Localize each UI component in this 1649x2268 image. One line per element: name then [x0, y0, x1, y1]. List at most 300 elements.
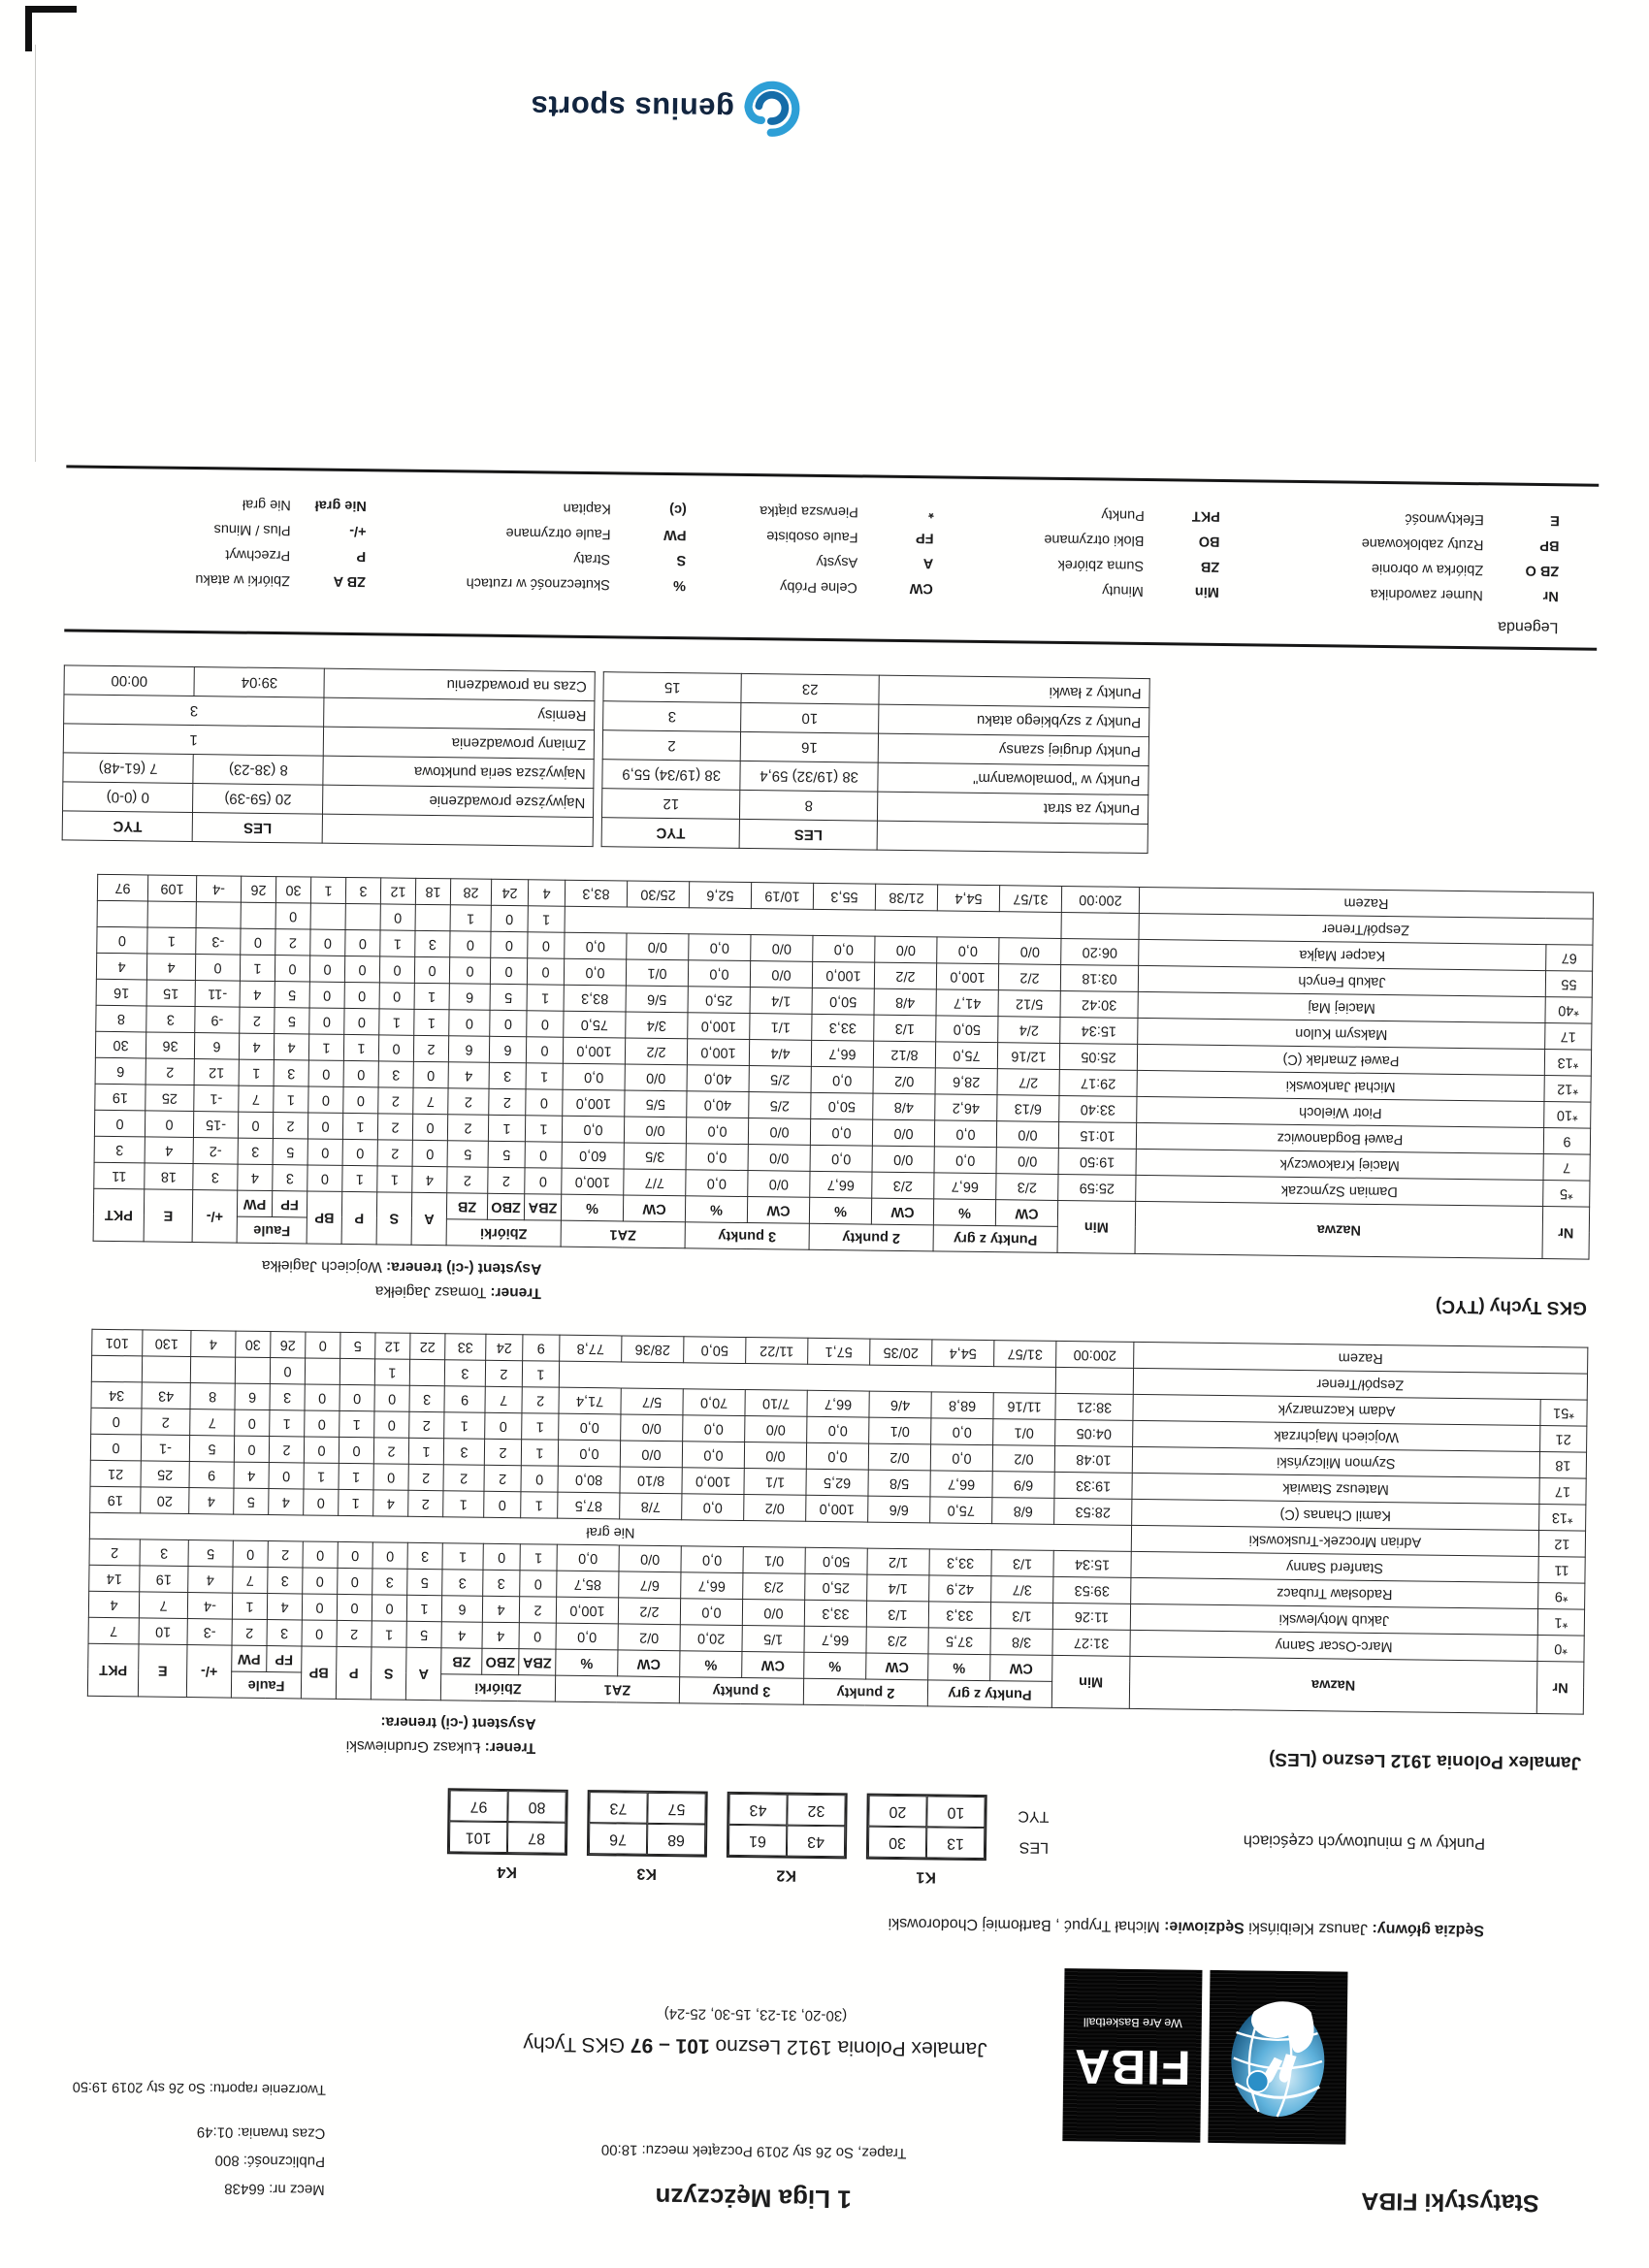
col-header-sub: % [809, 1197, 871, 1224]
stat-cell: 1 [270, 1410, 305, 1437]
stat-cell: 0 [343, 1060, 378, 1086]
legend-desc: Faule osobiste [766, 528, 858, 545]
stat-cell: 1/3 [990, 1603, 1052, 1630]
dnp-cell: Nie grał [89, 1512, 1131, 1551]
stat-cell: 75,0 [930, 1497, 992, 1524]
period-label: K1 [916, 1868, 936, 1886]
summary-tyc-cell: 00:00 [64, 665, 195, 697]
stat-cell: 2 [522, 1387, 559, 1413]
stat-cell: 2 [373, 1438, 408, 1464]
col-header-tail: E [144, 1189, 193, 1243]
stat-cell: 3/7 [991, 1576, 1053, 1604]
col-header-single: P [336, 1646, 372, 1699]
legend-item [366, 543, 686, 572]
player-name-cell: Szymon Milczyński [1132, 1446, 1539, 1477]
stat-cell: 85,7 [557, 1571, 619, 1598]
period-score-tyc: 20 [868, 1796, 926, 1828]
legend-column [933, 500, 1220, 604]
legend-desc: Skuteczność w rzutach [466, 574, 611, 593]
assistant-line: Asystent (-ci) trenera: Wojciech Jagiełka [261, 1256, 542, 1278]
stat-cell: 100,0 [936, 963, 998, 990]
summary-tyc-cell: 3 [603, 701, 741, 732]
totals-cell: 54,4 [937, 885, 999, 912]
col-header-sub: CW [747, 1197, 809, 1224]
stat-cell: 0 [307, 1113, 342, 1139]
player-name-cell: Paweł Bogdanowicz [1136, 1122, 1543, 1153]
totals-cell: 12 [380, 878, 415, 904]
player-number-cell: *1 [1537, 1609, 1584, 1636]
stat-cell: 2 [378, 1087, 413, 1114]
totals-cell: 18 [415, 878, 450, 904]
stat-cell: 21 [90, 1460, 141, 1487]
totals-cell: 22 [410, 1333, 445, 1359]
period-score-les: 13 [926, 1827, 985, 1859]
stat-cell: 2 [485, 1360, 522, 1386]
stat-cell: 0 [238, 1112, 273, 1138]
legend-column [1219, 503, 1560, 608]
stat-cell: 0 [338, 1541, 372, 1568]
stat-cell: 0/2 [873, 1067, 935, 1094]
col-header-sub: CW [871, 1198, 933, 1225]
col-header-min: Min [1051, 1655, 1130, 1708]
col-header-single: S [371, 1647, 406, 1700]
stat-cell: 0/0 [999, 938, 1061, 965]
stat-cell: 100,0 [806, 1495, 868, 1522]
stat-cell: 0 [234, 1436, 269, 1462]
totals-cell: 52,6 [689, 882, 751, 909]
stat-cell: 0,0 [686, 1144, 748, 1171]
period-score-tyc: 32 [787, 1795, 845, 1827]
stat-cell: 0,0 [686, 1170, 748, 1197]
stat-cell: -15 [193, 1112, 238, 1139]
stat-cell: 0/0 [872, 1146, 934, 1173]
stat-cell: 3 [238, 1138, 273, 1164]
stat-cell [1055, 1367, 1133, 1394]
period-grid [866, 1794, 987, 1862]
legend-abbr: (c) [669, 501, 687, 518]
team-stats-table [93, 874, 1595, 1260]
team-section [50, 1328, 1588, 1772]
totals-cell: 28 [450, 879, 491, 906]
player-name-cell: Maciej Maj [1138, 991, 1545, 1022]
stat-cell: 1 [304, 1463, 339, 1489]
stat-cell: 3 [193, 1164, 238, 1191]
team-sections [50, 873, 1594, 1772]
stat-cell: 100,0 [563, 1037, 625, 1064]
legend-abbr: BO [1198, 533, 1220, 549]
totals-cell: 55,3 [813, 883, 875, 910]
stat-cell: 0 [526, 1037, 563, 1063]
totals-cell: 0 [306, 1332, 340, 1358]
player-name-cell: Mateusz Stawiak [1132, 1473, 1539, 1504]
stat-cell: 3 [409, 1385, 444, 1411]
stat-cell: 0 [378, 1035, 413, 1061]
col-header-group: Punkty z gry [927, 1680, 1051, 1708]
legend-item [1219, 554, 1559, 583]
stat-cell: 1 [414, 983, 449, 1009]
totals-cell: 130 [143, 1330, 191, 1357]
legend-abbr: % [672, 577, 686, 594]
league-title: 1 Liga Mężczyzn [655, 2182, 852, 2215]
team-name: GKS Tychy (TYC) [1435, 1295, 1587, 1318]
stat-cell: 1/3 [874, 1015, 936, 1042]
stat-cell: 0 [449, 957, 490, 985]
stat-cell: 19 [90, 1486, 141, 1513]
stat-cell: 0/2 [618, 1624, 680, 1651]
stat-cell: 50,0 [805, 1547, 867, 1574]
stat-cell: 37,5 [928, 1628, 990, 1655]
stat-cell: 0 [527, 958, 564, 985]
stat-cell: 0 [307, 1165, 342, 1191]
stat-cell: 7/8 [620, 1493, 682, 1520]
legend-desc: Suma zbiórek [1057, 556, 1145, 573]
stat-cell: 25,0 [805, 1573, 867, 1601]
summary-label-cell: Punkty za strat [878, 792, 1148, 824]
stat-cell: 10:15 [1058, 1121, 1136, 1149]
totals-cell: 83,3 [565, 880, 627, 907]
team-stats-table [87, 1329, 1589, 1715]
stat-cell: 0 [309, 1008, 344, 1034]
legend-desc: Faule otrzymane [505, 524, 611, 542]
stat-cell: 0,0 [563, 1063, 625, 1090]
stat-cell: 04:05 [1055, 1419, 1133, 1446]
stat-cell: 34 [91, 1381, 142, 1409]
stat-cell: 0 [309, 982, 344, 1008]
player-number-cell: *13 [1539, 1505, 1586, 1532]
stat-cell: 1 [522, 1413, 559, 1440]
stat-cell: 5/8 [868, 1470, 930, 1497]
player-name-cell: Jakub Fenych [1138, 965, 1545, 996]
totals-label-cell: Razem [1139, 887, 1593, 919]
legend-column [366, 493, 687, 598]
stat-cell: 0 [526, 1089, 563, 1116]
player-name-cell: Maciej Krakowczyk [1136, 1149, 1543, 1180]
stat-cell: 0/0 [621, 1414, 683, 1442]
globe-hand-icon [1218, 1981, 1337, 2133]
player-number-cell: *13 [1544, 1050, 1591, 1077]
stat-cell: 1 [443, 1491, 484, 1518]
legend-item [1220, 503, 1560, 533]
genius-sports-text: genius sports [530, 89, 735, 126]
stat-cell: 0,0 [556, 1623, 618, 1650]
player-name-cell: Stanferd Sanny [1131, 1551, 1538, 1582]
officials-label: Sędziowie: [1164, 1918, 1245, 1936]
stat-cell: 0 [414, 956, 449, 983]
stat-cell: 1 [442, 1543, 483, 1571]
stat-cell: 7 [485, 1386, 522, 1412]
fiba-word: FIBA [1073, 2039, 1191, 2095]
stat-cell: 38:21 [1055, 1393, 1133, 1420]
col-header-single: A [405, 1647, 441, 1700]
legend-abbr: CW [909, 580, 933, 597]
stat-cell: 0,0 [689, 934, 751, 961]
period-score-les: 43 [787, 1826, 845, 1858]
stat-cell: 0/0 [996, 1121, 1058, 1149]
stat-cell: 0,0 [811, 1066, 873, 1093]
stat-cell: 4 [234, 1462, 269, 1488]
stat-cell: 0,0 [934, 1147, 996, 1174]
stat-cell: 40,0 [687, 1065, 749, 1092]
stat-cell: 10:48 [1054, 1445, 1132, 1473]
totals-cell: 109 [147, 875, 196, 902]
stat-cell: 1/3 [991, 1550, 1053, 1577]
totals-cell: 97 [97, 874, 147, 901]
legend-desc: Asysty [816, 553, 858, 570]
player-name-cell: Kamil Chanas (C) [1132, 1499, 1539, 1530]
legend-item [1219, 529, 1559, 558]
stat-cell: 2 [519, 1597, 556, 1623]
stat-cell: 1 [342, 1165, 377, 1191]
summary-les-cell: 8 (38-23) [193, 755, 324, 786]
totals-cell: 54,4 [932, 1340, 994, 1367]
stat-cell: 0 [483, 1543, 520, 1570]
stat-cell: 80,0 [558, 1466, 620, 1493]
totals-cell: 24 [486, 1334, 523, 1360]
stat-cell [409, 1359, 444, 1385]
stat-cell: 0 [485, 1412, 522, 1439]
col-header-sub: % [804, 1652, 866, 1679]
stat-cell: 75,0 [564, 1011, 626, 1038]
stat-cell: 2/2 [874, 962, 936, 989]
summary-les-cell: 38 (19/32) 59,4 [740, 761, 878, 792]
legend-item [933, 550, 1219, 579]
stat-cell: 0,0 [807, 1416, 869, 1443]
stat-cell: 8/10 [620, 1467, 682, 1494]
summary-les-cell: 23 [741, 673, 879, 704]
stat-cell: 2 [240, 1007, 275, 1033]
col-header-faule-sub: PW [232, 1645, 267, 1671]
player-name-cell: Maksym Kulon [1138, 1018, 1545, 1049]
summary-label-cell: Najwyższe prowadzenie [323, 785, 594, 817]
player-name-cell: Paweł Zmarlak (C) [1137, 1044, 1544, 1075]
legend-item [367, 493, 687, 522]
legend-desc: Celne Próby [779, 578, 857, 596]
stat-cell: 9 [444, 1386, 485, 1413]
stat-cell: -11 [195, 981, 240, 1008]
stat-cell: 0/2 [744, 1495, 806, 1522]
col-header-sub: % [556, 1649, 618, 1676]
stat-cell: 0/1 [626, 959, 688, 987]
stat-cell: 0 [303, 1568, 338, 1594]
period-box [866, 1794, 987, 1887]
stat-cell: 2 [448, 1088, 489, 1116]
stat-cell [305, 1358, 340, 1384]
stat-cell: 6/7 [619, 1571, 681, 1599]
stat-cell: 1 [528, 906, 565, 932]
stat-cell: 16 [96, 979, 146, 1006]
stat-cell: 0,0 [810, 1145, 872, 1172]
stat-cell: 0 [521, 1466, 558, 1492]
summary-les-cell: 39:04 [194, 667, 325, 698]
stat-cell: 2/2 [625, 1038, 687, 1065]
player-name-cell: Adam Kaczmarzyk [1133, 1394, 1540, 1425]
stat-cell: 2 [377, 1114, 412, 1140]
stat-cell: 1 [408, 1438, 443, 1464]
stat-cell: 83,3 [564, 985, 626, 1012]
stat-cell: 3 [274, 1060, 308, 1086]
col-header-sub: % [680, 1651, 742, 1678]
player-number-cell: 12 [1538, 1531, 1585, 1558]
legend-title: Legenda [1498, 618, 1559, 636]
stat-cell: 5/6 [626, 986, 688, 1013]
stat-cell: 2 [447, 1167, 488, 1194]
referee-line [48, 1903, 1484, 1938]
stat-cell: 19:33 [1054, 1472, 1132, 1499]
col-header-group: 3 punkty [679, 1677, 803, 1705]
period-label: K4 [497, 1863, 518, 1881]
stat-cell: 3 [483, 1570, 520, 1596]
stat-cell: 6 [449, 984, 490, 1011]
stat-cell: 0,0 [930, 1444, 992, 1472]
stat-cell: 2 [89, 1539, 140, 1566]
col-header-nr: Nr [1542, 1207, 1590, 1260]
stat-cell: 0 [308, 1086, 343, 1113]
totals-cell: 4 [191, 1331, 236, 1358]
report-created: Tworzenie raportu: So 26 sty 2019 19:50 [72, 2078, 327, 2097]
legend-item [687, 497, 934, 525]
legend-abbr: ZB [1200, 558, 1220, 574]
summary-label-cell: Najwyższa seria punktowa [323, 756, 594, 788]
stat-cell: 0,0 [680, 1599, 742, 1626]
attendance: Publiczność: 800 [214, 2152, 326, 2170]
summary-les-cell: 10 [741, 702, 879, 733]
stat-cell: 5 [488, 1141, 525, 1167]
totals-cell: 21/38 [875, 884, 937, 911]
stat-cell: 1 [406, 1595, 441, 1621]
summary-label-cell: Punkty z szybkiego ataku [879, 704, 1149, 736]
stat-cell: 0 [380, 904, 415, 930]
stat-cell: 3 [146, 1006, 195, 1033]
stat-cell: 15:34 [1053, 1550, 1131, 1577]
legend [64, 465, 1599, 650]
stat-cell: 33:40 [1059, 1095, 1137, 1122]
stat-cell: 11/16 [993, 1393, 1055, 1420]
col-header-tail: E [138, 1644, 187, 1698]
summary-label-cell: Punkty z ławki [879, 675, 1149, 707]
assistant-label: Asystent (-ci) trenera: [385, 1258, 542, 1278]
stat-cell: 4/8 [873, 1093, 935, 1120]
stat-cell: 36 [146, 1032, 194, 1059]
stat-cell: 0 [345, 929, 380, 956]
stat-cell: 7 [239, 1085, 274, 1112]
col-header-tail: +/- [186, 1645, 232, 1699]
period-score-tyc: 80 [507, 1791, 566, 1823]
col-header-group: Zbiórki [440, 1674, 555, 1701]
legend-desc: Zbiórki w ataku [195, 571, 291, 589]
stat-cell: 4 [482, 1596, 519, 1622]
stat-cell: 3 [442, 1570, 483, 1597]
stat-cell: 0 [520, 1571, 557, 1597]
stat-cell: 87,5 [558, 1492, 620, 1519]
col-header-sub: ZBO [482, 1648, 519, 1674]
col-header-single: P [341, 1191, 377, 1244]
stat-cell: 0 [145, 1111, 193, 1138]
stat-cell: 0/0 [748, 1118, 810, 1146]
stat-cell: 0/0 [872, 1119, 934, 1147]
legend-desc: Minuty [1102, 582, 1144, 599]
stat-cell: 0/0 [620, 1441, 682, 1468]
col-header-sub: CW [995, 1200, 1057, 1227]
stat-cell: 100,0 [556, 1597, 618, 1624]
stat-cell: 19 [95, 1084, 146, 1111]
col-header-tail: PKT [93, 1188, 145, 1242]
col-header-single: BP [307, 1191, 342, 1244]
stat-cell: 2 [146, 1058, 194, 1085]
stat-cell: 0,0 [813, 935, 875, 962]
stat-cell: 3 [140, 1539, 188, 1567]
team-coach-label-cell: Zespół/Trener [1139, 913, 1593, 945]
period-score-les: 101 [449, 1821, 507, 1853]
stat-cell: 0 [338, 1568, 372, 1594]
stat-cell: 4 [96, 953, 146, 980]
stat-cell: 33,3 [804, 1600, 866, 1627]
stat-cell: 2 [268, 1541, 303, 1568]
period-grid [587, 1790, 708, 1858]
stat-cell: 4 [240, 981, 275, 1007]
stat-cell: 0,0 [931, 1418, 993, 1445]
stat-cell: 46,2 [935, 1094, 997, 1121]
stat-cell: 6 [235, 1383, 270, 1409]
stat-cell: 5 [273, 1139, 307, 1165]
stat-cell: 0 [379, 956, 414, 983]
player-number-cell: 21 [1540, 1426, 1587, 1453]
stat-cell: 30 [95, 1031, 146, 1058]
summary-tyc-cell: 38 (19/34) 55,9 [602, 760, 740, 791]
col-header-group: Zbiórki [446, 1219, 561, 1247]
stat-cell: 2 [488, 1167, 525, 1193]
col-header-nr: Nr [1536, 1662, 1584, 1715]
col-header-name: Nazwa [1129, 1656, 1537, 1713]
summary-right-table [62, 664, 596, 847]
stat-cell: 0 [525, 1168, 562, 1194]
stat-cell: 0 [307, 1139, 342, 1165]
stat-cell: 1 [240, 955, 275, 981]
legend-desc: Numer zawodnika [1370, 585, 1483, 603]
stat-cell: 0/0 [745, 1416, 807, 1443]
stat-cell: 0,0 [806, 1442, 868, 1470]
legend-desc: Nie grał [242, 496, 291, 513]
stat-cell: 4/4 [749, 1040, 811, 1067]
summary-left-header-tyc: TYC [601, 818, 739, 849]
totals-cell: 24 [491, 879, 528, 905]
stat-cell: 4/6 [869, 1391, 931, 1418]
stat-cell: 0,0 [558, 1440, 620, 1467]
stat-cell: 1/3 [866, 1601, 928, 1628]
legend-desc: Przechwyt [225, 546, 291, 564]
stat-cell: 0 [344, 956, 379, 982]
stat-cell: 0,0 [562, 1116, 624, 1143]
stat-cell: 2 [413, 1035, 448, 1061]
totals-cell: -4 [196, 876, 241, 903]
player-number-cell: 11 [1538, 1557, 1585, 1584]
stat-cell: 1 [343, 1034, 378, 1060]
stat-cell: 6 [448, 1036, 489, 1063]
stat-cell: 0 [344, 1008, 379, 1034]
legend-item [686, 547, 933, 575]
stat-cell [97, 900, 147, 927]
stat-cell: 6/6 [868, 1496, 930, 1523]
stat-cell: 10 [139, 1618, 187, 1645]
stat-cell: 2 [484, 1439, 521, 1465]
totals-cell: 30 [275, 877, 310, 903]
legend-item [366, 518, 686, 547]
summary-tables [62, 664, 1150, 854]
stat-cell: 0 [373, 1464, 408, 1490]
legend-desc: Zbiórka w obronie [1371, 560, 1484, 578]
stat-cell: 2 [337, 1620, 372, 1646]
legend-abbr: +/- [349, 522, 367, 539]
stat-cell: 3 [443, 1439, 484, 1466]
